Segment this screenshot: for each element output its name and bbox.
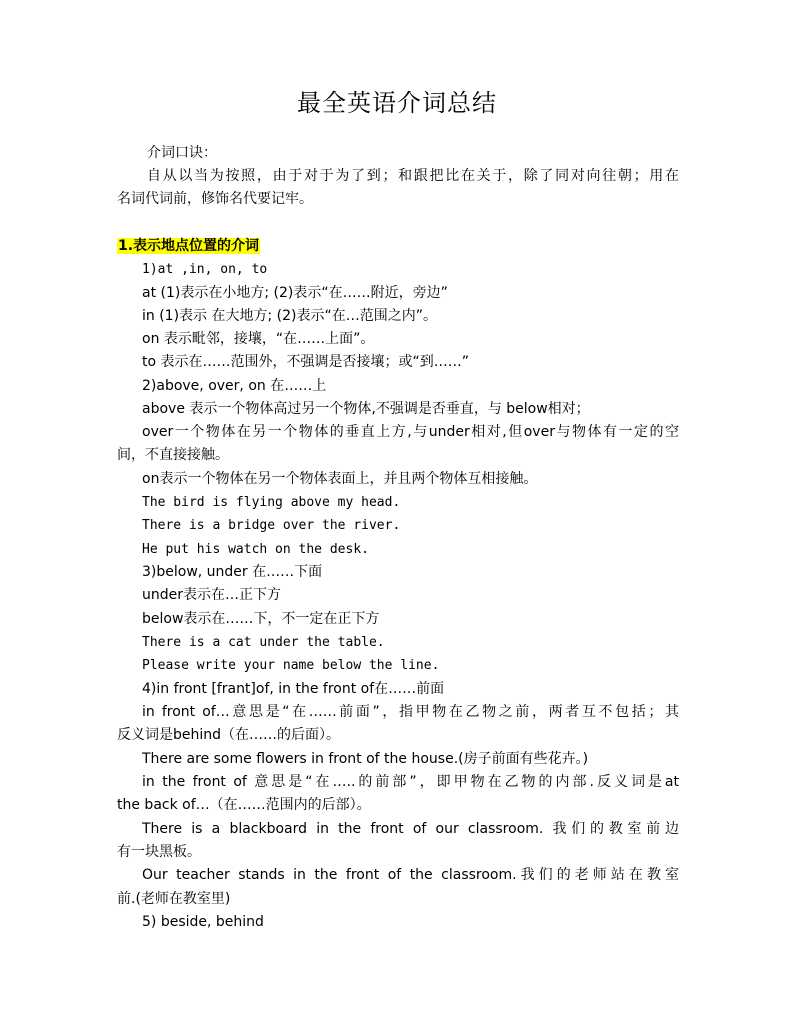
body-line: over一个物体在另一个物体的垂直上方,与under相对,但over与物体有一定的空 (142, 424, 679, 440)
body-line: on 表示毗邻，接壤，“在……上面”。 (142, 331, 375, 347)
body-line: below表示在……下，不一定在正下方 (142, 611, 380, 627)
body-line: on表示一个物体在另一个物体表面上，并且两个物体互相接触。 (142, 471, 538, 487)
body-line: 2)above, over, on 在……上 (142, 378, 327, 394)
body-line: 有一块黑板。 (117, 844, 201, 860)
section-heading (117, 235, 679, 258)
body-line: at (1)表示在小地方; (2)表示“在……附近，旁边” (142, 285, 448, 301)
body-line: There are some flowers in front of the house.(房子前面有些花卉。) (142, 751, 589, 767)
section-heading-highlight: 1.表示地点位置的介词 (118, 238, 260, 254)
body-line: 4)in front [frant]of, in the front of在……前面 (142, 681, 445, 697)
mnemonic-line-2: 名词代词前，修饰名代要记牢。 (117, 191, 313, 207)
body-line: in front of…意思是“在……前面”，指甲物在乙物之前，两者互不包括；其 (142, 704, 679, 720)
example-sentence: Please write your name below the line. (142, 658, 440, 673)
body-line: 间，不直接接触。 (117, 447, 229, 463)
example-sentence: There is a bridge over the river. (142, 518, 401, 533)
mnemonic-line-1: 自从以当为按照，由于对于为了到；和跟把比在关于，除了同对向往朝；用在 (147, 168, 679, 184)
example-sentence: The bird is flying above my head. (142, 495, 401, 510)
body-line: There is a blackboard in the front of our classroom. 我们的教室前边 (142, 821, 679, 837)
body-line: the back of…（在……范围内的后部）。 (117, 797, 371, 813)
body-line: 反义词是behind（在……的后面）。 (117, 727, 341, 743)
body-line: in the front of 意思是“在…..的前部”，即甲物在乙物的内部.反义词是at (142, 774, 679, 790)
body-line: 3)below, under 在……下面 (142, 564, 323, 580)
body-line: above 表示一个物体高过另一个物体,不强调是否垂直，与 below相对； (142, 401, 590, 417)
body-line: in (1)表示 在大地方; (2)表示“在…范围之内”。 (142, 308, 437, 324)
example-sentence: He put his watch on the desk. (142, 542, 369, 557)
mnemonic-heading: 介词口诀： (147, 145, 217, 161)
body-line: to 表示在……范围外，不强调是否接壤；或“到……” (142, 354, 470, 370)
body-line: Our teacher stands in the front of the classroom.我们的老师站在教室 (142, 867, 679, 883)
body-line: 前.(老师在教室里) (117, 891, 231, 907)
body-line: 1)at ,in, on, to (142, 262, 268, 277)
body-line: 5) beside, behind (142, 914, 264, 930)
example-sentence: There is a cat under the table. (142, 635, 385, 650)
page-title: 最全英语介词总结 (297, 89, 497, 117)
body-line: under表示在…正下方 (142, 587, 282, 603)
